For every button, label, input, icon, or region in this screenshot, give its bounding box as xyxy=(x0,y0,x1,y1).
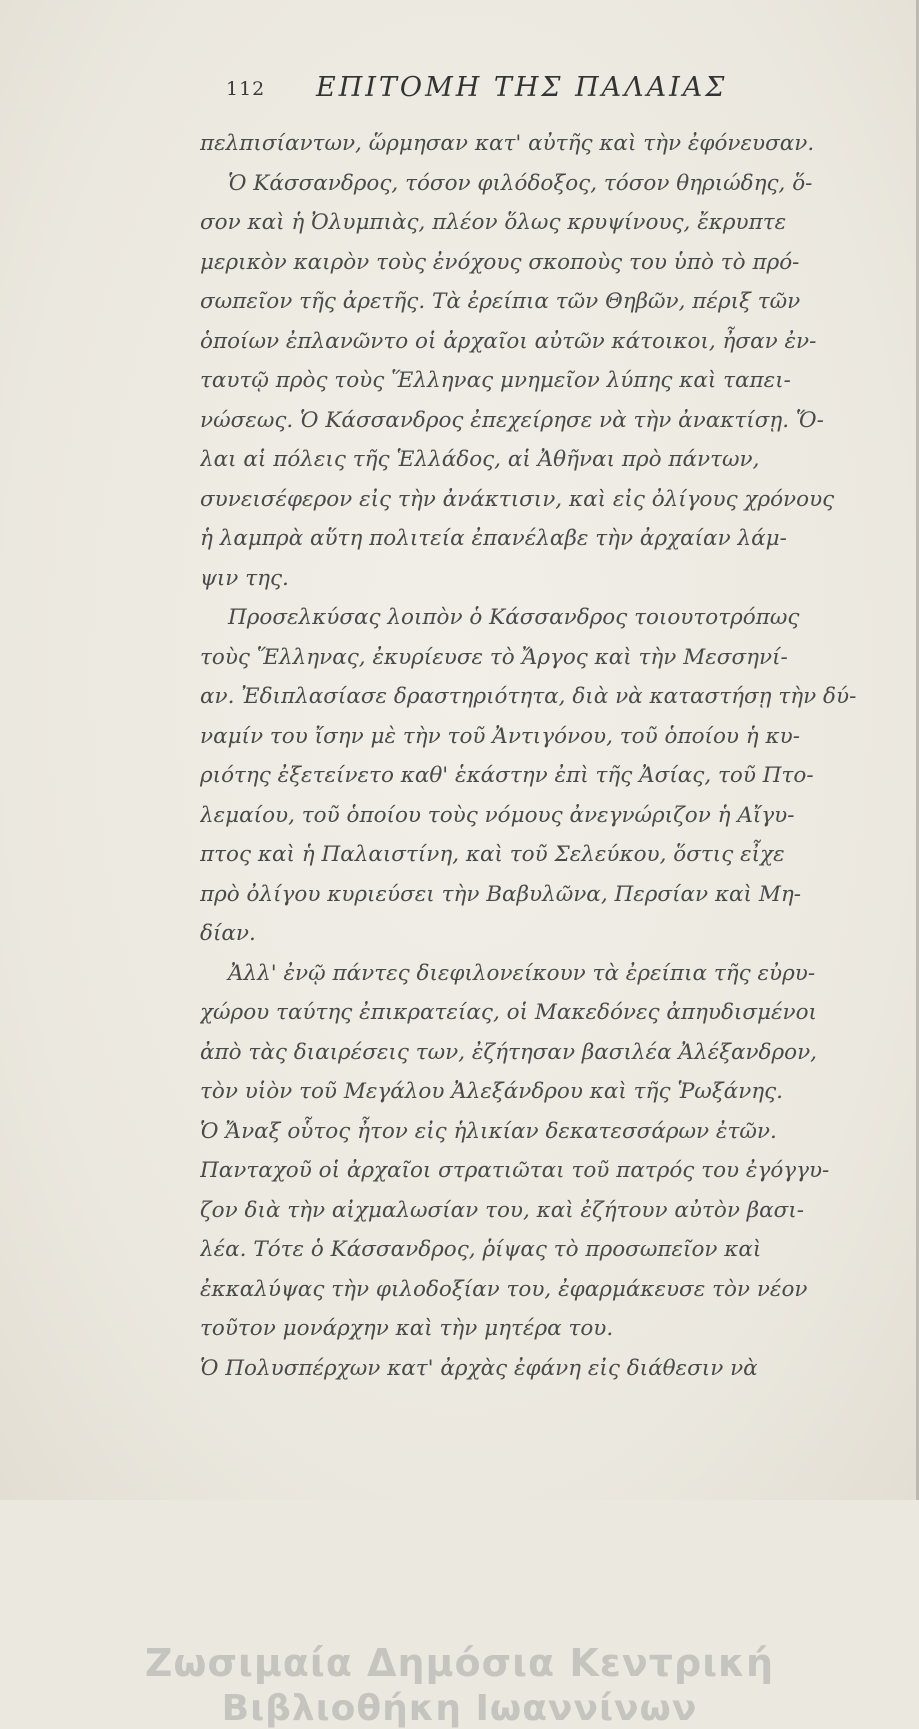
text-line: πτος καὶ ἡ Παλαιστίνη, καὶ τοῦ Σελεύκου, ὅστις εἶχε xyxy=(200,842,785,867)
body-text xyxy=(200,124,880,1388)
text-line: Ὁ Πολυσπέρχων κατ' ἀρχὰς ἐφάνη εἰς διάθεσιν νὰ xyxy=(200,1355,758,1381)
text-line: σωπεῖον τῆς ἀρετῆς. Τὰ ἐρείπια τῶν Θηβῶν, πέριξ τῶν xyxy=(200,289,801,314)
page-number: 112 xyxy=(226,78,266,100)
text-line: ἀπὸ τὰς διαιρέσεις των, ἐζήτησαν βασιλέα Ἀλέξανδρον, xyxy=(200,1039,817,1065)
text-line: λεμαίου, τοῦ ὁποίου τοὺς νόμους ἀνεγνώριζον ἡ Αἴγυ- xyxy=(200,802,795,828)
page-header xyxy=(0,70,919,110)
text-line: σον καὶ ἡ Ὀλυμπιὰς, πλέον ὅλως κρυψίνους, ἔκρυπτε xyxy=(200,210,787,235)
text-line: χώρου ταύτης ἐπικρατείας, οἱ Μακεδόνες ἀπηυδισμένοι xyxy=(200,1000,817,1025)
running-head: ΕΠΙΤΟΜΗ ΤΗΣ ΠΑΛΑΙΑΣ xyxy=(316,72,728,103)
text-line: δίαν. xyxy=(200,921,256,946)
text-line: τὸν υἱὸν τοῦ Μεγάλου Ἀλεξάνδρου καὶ τῆς Ῥωξάνης. xyxy=(200,1079,784,1104)
text-line: μερικὸν καιρὸν τοὺς ἐνόχους σκοποὺς του ὑπὸ τὸ πρό- xyxy=(200,249,800,275)
library-watermark-line1: Ζωσιμαία Δημόσια Κεντρική xyxy=(144,1641,775,1685)
text-line: Προσελκύσας λοιπὸν ὁ Κάσσανδρος τοιουτοτρόπως xyxy=(228,605,800,630)
text-line: Ὁ Ἄναξ οὗτος ἦτον εἰς ἡλικίαν δεκατεσσάρων ἐτῶν. xyxy=(200,1118,777,1144)
text-line: Πανταχοῦ οἱ ἀρχαῖοι στρατιῶται τοῦ πατρός του ἐγόγγυ- xyxy=(200,1158,830,1183)
text-line: ταυτῷ πρὸς τοὺς Ἕλληνας μνημεῖον λύπης καὶ ταπει- xyxy=(200,368,791,393)
library-watermark-line2: Βιβλιοθήκη Ιωαννίνων xyxy=(221,1688,698,1729)
text-line: νώσεως. Ὁ Κάσσανδρος ἐπεχείρησε νὰ τὴν ἀνακτίσῃ. Ὅ- xyxy=(200,407,824,433)
text-line: ριότης ἐξετείνετο καθ' ἑκάστην ἐπὶ τῆς Ἀσίας, τοῦ Πτο- xyxy=(200,763,814,788)
text-line: αν. Ἐδιπλασίασε δραστηριότητα, διὰ νὰ καταστήσῃ τὴν δύ- xyxy=(200,684,857,709)
text-line: ζον διὰ τὴν αἰχμαλωσίαν του, καὶ ἐζήτουν αὐτὸν βασι- xyxy=(200,1197,805,1223)
text-line: Ὁ Κάσσανδρος, τόσον φιλόδοξος, τόσον θηριώδης, ὅ- xyxy=(228,170,813,196)
text-line: ἐκκαλύψας τὴν φιλοδοξίαν του, ἐφαρμάκευσε τὸν νέον xyxy=(200,1276,808,1302)
text-line: λέα. Τότε ὁ Κάσσανδρος, ῥίψας τὸ προσωπεῖον καὶ xyxy=(200,1237,762,1262)
text-line: ψιν της. xyxy=(200,565,289,591)
text-line: πρὸ ὀλίγου κυριεύσει τὴν Βαβυλῶνα, Περσίαν καὶ Μη- xyxy=(200,881,801,907)
text-line: ὁποίων ἐπλανῶντο οἱ ἀρχαῖοι αὐτῶν κάτοικοι, ἦσαν ἐν- xyxy=(200,328,817,354)
text-line: πελπισίαντων, ὥρμησαν κατ' αὐτῆς καὶ τὴν ἐφόνευσαν. xyxy=(200,131,815,156)
text-line: τοὺς Ἕλληνας, ἐκυρίευσε τὸ Ἄργος καὶ τὴν Μεσσηνί- xyxy=(200,644,788,670)
text-line: Ἀλλ' ἐνῷ πάντες διεφιλονείκουν τὰ ἐρείπια τῆς εὐρυ- xyxy=(228,960,816,986)
text-line: τοῦτον μονάρχην καὶ τὴν μητέρα του. xyxy=(200,1316,614,1341)
text-line: ναμίν του ἴσην μὲ τὴν τοῦ Ἀντιγόνου, τοῦ ὁποίου ἡ κυ- xyxy=(200,723,800,749)
text-line: λαι αἱ πόλεις τῆς Ἑλλάδος, αἱ Ἀθῆναι πρὸ πάντων, xyxy=(200,447,760,472)
text-line: ἡ λαμπρὰ αὕτη πολιτεία ἐπανέλαβε τὴν ἀρχαίαν λάμ- xyxy=(200,526,787,551)
text-line: συνεισέφερον εἰς τὴν ἀνάκτισιν, καὶ εἰς ὀλίγους χρόνους xyxy=(200,486,835,512)
